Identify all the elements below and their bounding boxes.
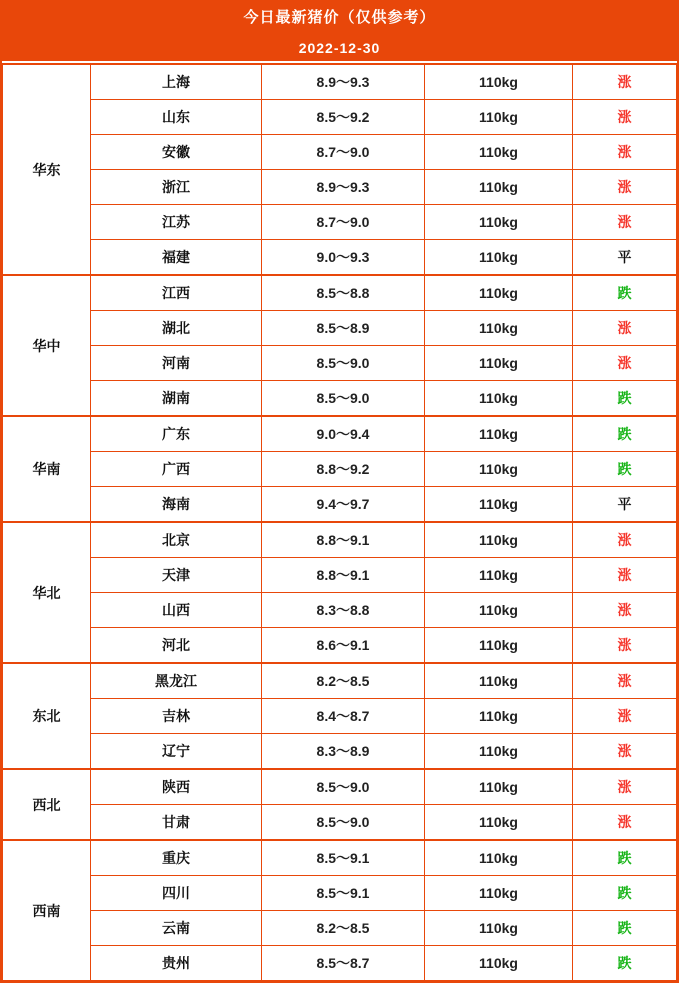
price-cell: 8.5～8.7 <box>262 946 425 981</box>
weight-cell: 110kg <box>425 663 573 699</box>
trend-cell: 涨 <box>573 558 677 593</box>
province-cell: 江西 <box>91 275 262 311</box>
price-cell: 9.0～9.3 <box>262 240 425 276</box>
weight-cell: 110kg <box>425 558 573 593</box>
province-cell: 黑龙江 <box>91 663 262 699</box>
weight-cell: 110kg <box>425 734 573 770</box>
table-row <box>3 275 677 311</box>
trend-cell: 涨 <box>573 628 677 664</box>
weight-cell: 110kg <box>425 628 573 664</box>
price-cell: 8.7～9.0 <box>262 205 425 240</box>
weight-cell: 110kg <box>425 64 573 100</box>
table-row <box>3 699 677 734</box>
trend-cell: 涨 <box>573 734 677 770</box>
table-row <box>3 805 677 841</box>
report-date: 2022-12-30 <box>2 35 677 63</box>
price-cell: 8.5～9.0 <box>262 346 425 381</box>
table-row <box>3 100 677 135</box>
price-cell: 8.3～8.8 <box>262 593 425 628</box>
price-cell: 8.5～9.2 <box>262 100 425 135</box>
trend-cell: 涨 <box>573 663 677 699</box>
price-cell: 8.5～9.1 <box>262 840 425 876</box>
price-cell: 9.0～9.4 <box>262 416 425 452</box>
region-cell: 西南 <box>3 840 91 981</box>
price-cell: 9.4～9.7 <box>262 487 425 523</box>
province-cell: 上海 <box>91 64 262 100</box>
price-cell: 8.9～9.3 <box>262 64 425 100</box>
table-row <box>3 558 677 593</box>
table-row <box>3 628 677 664</box>
province-cell: 湖南 <box>91 381 262 417</box>
region-cell: 东北 <box>3 663 91 769</box>
region-cell: 西北 <box>3 769 91 840</box>
province-cell: 辽宁 <box>91 734 262 770</box>
price-cell: 8.8～9.2 <box>262 452 425 487</box>
weight-cell: 110kg <box>425 381 573 417</box>
province-cell: 浙江 <box>91 170 262 205</box>
weight-cell: 110kg <box>425 805 573 841</box>
province-cell: 湖北 <box>91 311 262 346</box>
table-row <box>3 840 677 876</box>
province-cell: 广西 <box>91 452 262 487</box>
trend-cell: 涨 <box>573 311 677 346</box>
table-row <box>3 205 677 240</box>
price-cell: 8.9～9.3 <box>262 170 425 205</box>
trend-cell: 跌 <box>573 946 677 981</box>
trend-cell: 涨 <box>573 699 677 734</box>
trend-cell: 涨 <box>573 522 677 558</box>
trend-cell: 涨 <box>573 135 677 170</box>
trend-cell: 跌 <box>573 381 677 417</box>
province-cell: 河南 <box>91 346 262 381</box>
table-row <box>3 593 677 628</box>
price-cell: 8.3～8.9 <box>262 734 425 770</box>
weight-cell: 110kg <box>425 170 573 205</box>
province-cell: 四川 <box>91 876 262 911</box>
weight-cell: 110kg <box>425 593 573 628</box>
weight-cell: 110kg <box>425 240 573 276</box>
province-cell: 海南 <box>91 487 262 523</box>
province-cell: 山西 <box>91 593 262 628</box>
table-row <box>3 734 677 770</box>
price-cell: 8.2～8.5 <box>262 663 425 699</box>
region-cell: 华北 <box>3 522 91 663</box>
price-cell: 8.5～9.1 <box>262 876 425 911</box>
province-cell: 福建 <box>91 240 262 276</box>
trend-cell: 平 <box>573 487 677 523</box>
weight-cell: 110kg <box>425 311 573 346</box>
price-cell: 8.2～8.5 <box>262 911 425 946</box>
province-cell: 陕西 <box>91 769 262 805</box>
weight-cell: 110kg <box>425 416 573 452</box>
price-cell: 8.8～9.1 <box>262 558 425 593</box>
weight-cell: 110kg <box>425 769 573 805</box>
price-cell: 8.7～9.0 <box>262 135 425 170</box>
price-cell: 8.8～9.1 <box>262 522 425 558</box>
province-cell: 重庆 <box>91 840 262 876</box>
price-table <box>2 63 677 981</box>
province-cell: 贵州 <box>91 946 262 981</box>
table-row <box>3 240 677 276</box>
table-row <box>3 946 677 981</box>
table-row <box>3 487 677 523</box>
trend-cell: 涨 <box>573 205 677 240</box>
price-cell: 8.6～9.1 <box>262 628 425 664</box>
table-row <box>3 135 677 170</box>
trend-cell: 涨 <box>573 805 677 841</box>
table-row <box>3 170 677 205</box>
weight-cell: 110kg <box>425 452 573 487</box>
table-row <box>3 64 677 100</box>
province-cell: 广东 <box>91 416 262 452</box>
province-cell: 江苏 <box>91 205 262 240</box>
trend-cell: 跌 <box>573 452 677 487</box>
trend-cell: 涨 <box>573 170 677 205</box>
table-row <box>3 381 677 417</box>
table-row <box>3 911 677 946</box>
price-cell: 8.5～8.8 <box>262 275 425 311</box>
trend-cell: 跌 <box>573 911 677 946</box>
trend-cell: 涨 <box>573 346 677 381</box>
weight-cell: 110kg <box>425 840 573 876</box>
table-row <box>3 769 677 805</box>
trend-cell: 涨 <box>573 64 677 100</box>
region-cell: 华东 <box>3 64 91 275</box>
trend-cell: 平 <box>573 240 677 276</box>
price-cell: 8.5～9.0 <box>262 805 425 841</box>
price-cell: 8.5～8.9 <box>262 311 425 346</box>
province-cell: 山东 <box>91 100 262 135</box>
price-cell: 8.5～9.0 <box>262 769 425 805</box>
price-cell: 8.4～8.7 <box>262 699 425 734</box>
price-cell: 8.5～9.0 <box>262 381 425 417</box>
table-row <box>3 876 677 911</box>
weight-cell: 110kg <box>425 346 573 381</box>
table-row <box>3 522 677 558</box>
weight-cell: 110kg <box>425 911 573 946</box>
weight-cell: 110kg <box>425 135 573 170</box>
weight-cell: 110kg <box>425 946 573 981</box>
table-row <box>3 452 677 487</box>
province-cell: 安徽 <box>91 135 262 170</box>
region-cell: 华中 <box>3 275 91 416</box>
table-row <box>3 311 677 346</box>
region-cell: 华南 <box>3 416 91 522</box>
trend-cell: 跌 <box>573 840 677 876</box>
weight-cell: 110kg <box>425 275 573 311</box>
province-cell: 吉林 <box>91 699 262 734</box>
table-row <box>3 346 677 381</box>
trend-cell: 涨 <box>573 100 677 135</box>
table-row <box>3 663 677 699</box>
weight-cell: 110kg <box>425 205 573 240</box>
province-cell: 河北 <box>91 628 262 664</box>
trend-cell: 跌 <box>573 275 677 311</box>
trend-cell: 涨 <box>573 593 677 628</box>
weight-cell: 110kg <box>425 522 573 558</box>
province-cell: 甘肃 <box>91 805 262 841</box>
trend-cell: 涨 <box>573 769 677 805</box>
table-row <box>3 416 677 452</box>
weight-cell: 110kg <box>425 100 573 135</box>
trend-cell: 跌 <box>573 416 677 452</box>
trend-cell: 跌 <box>573 876 677 911</box>
page-title: 今日最新猪价（仅供参考） <box>2 2 677 35</box>
province-cell: 北京 <box>91 522 262 558</box>
price-table-body <box>3 64 677 981</box>
weight-cell: 110kg <box>425 699 573 734</box>
province-cell: 云南 <box>91 911 262 946</box>
weight-cell: 110kg <box>425 487 573 523</box>
weight-cell: 110kg <box>425 876 573 911</box>
province-cell: 天津 <box>91 558 262 593</box>
